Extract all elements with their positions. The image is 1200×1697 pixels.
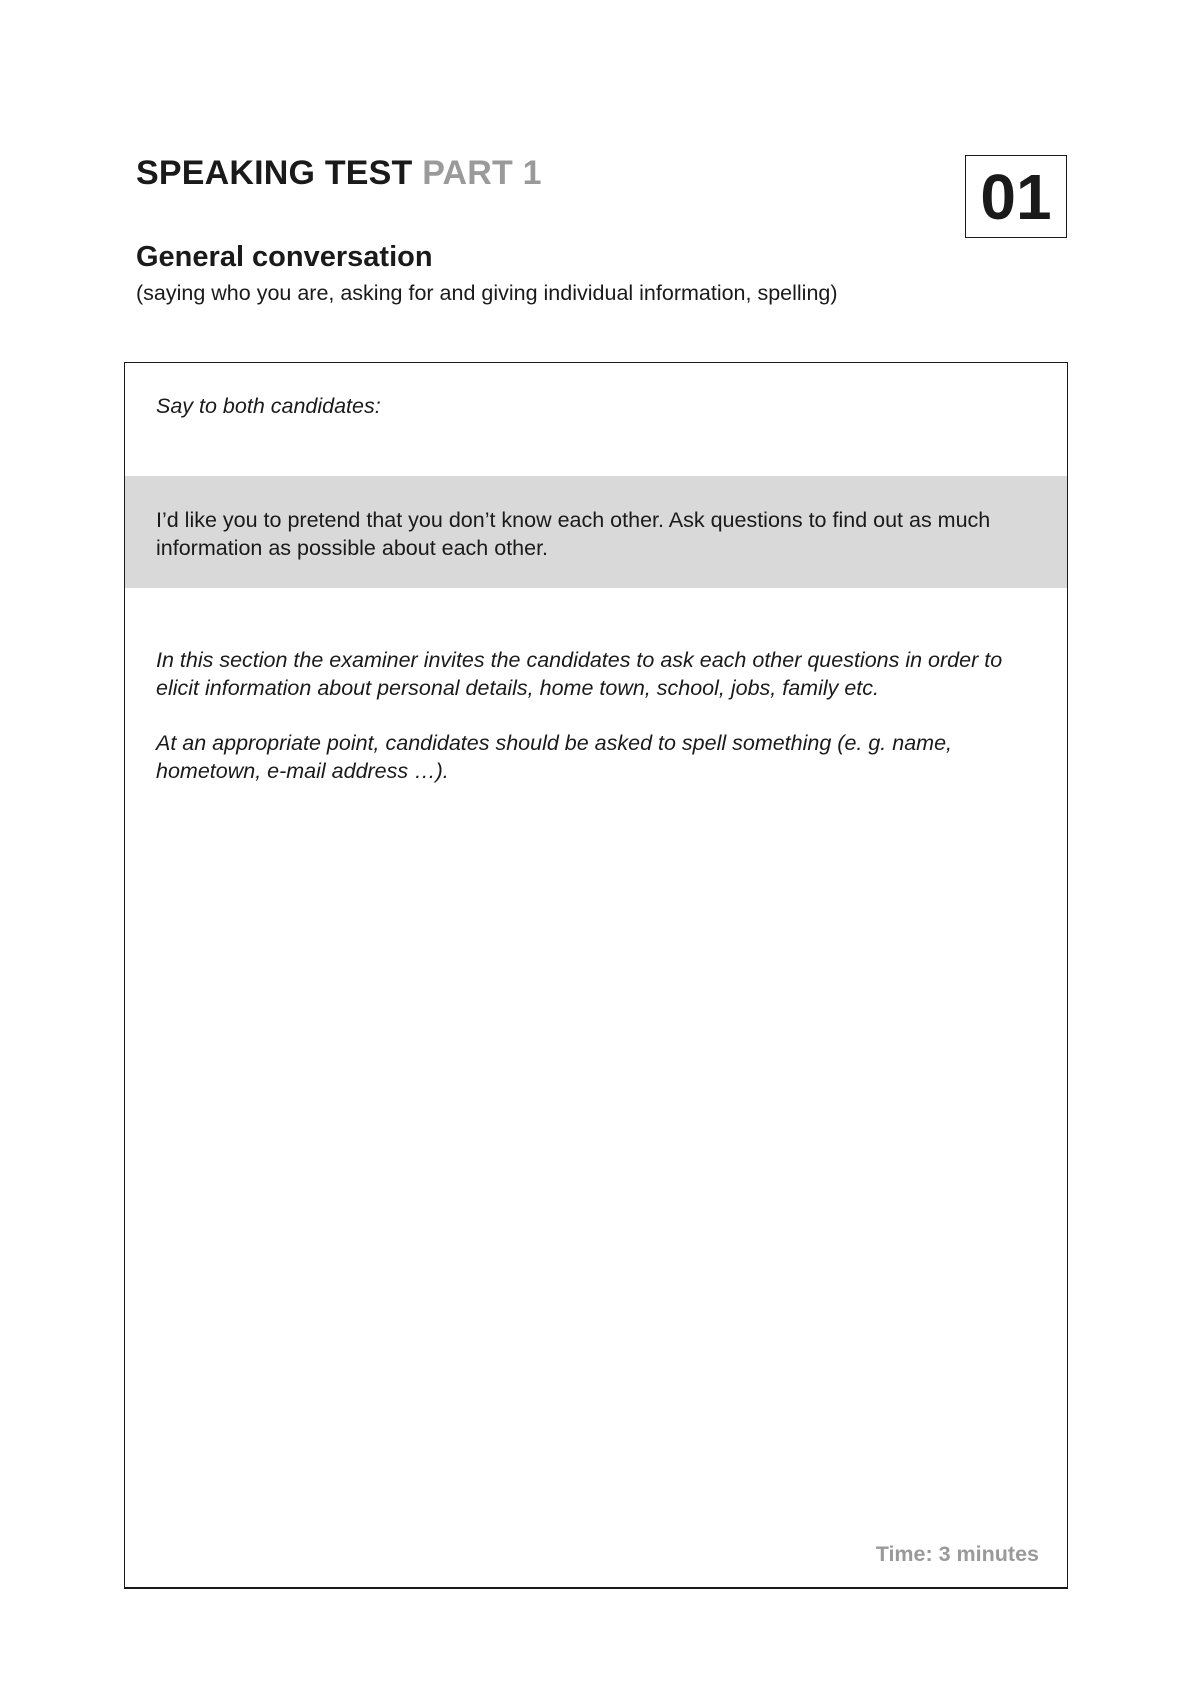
examiner-note: At an appropriate point, candidates should be asked to spell something (e. g. name, hometown, e-mail address …). (156, 731, 953, 783)
examiner-notes (156, 646, 1036, 812)
page-title (136, 154, 542, 193)
section-description: (saying who you are, asking for and giving individual information, spelling) (136, 281, 838, 305)
time-label: Time: 3 minutes (875, 1542, 1039, 1566)
examiner-card (124, 362, 1068, 1589)
examiner-script-band (125, 476, 1067, 588)
title-main: SPEAKING TEST (136, 154, 413, 192)
examiner-instruction: Say to both candidates: (156, 394, 381, 418)
examiner-script: I’d like you to pretend that you don’t know each other. Ask questions to find out as much information as possible about each other. (156, 508, 991, 560)
task-number-badge: 01 (965, 155, 1067, 238)
examiner-note: In this section the examiner invites the candidates to ask each other questions in order to elicit information about personal details, home town, school, jobs, family etc. (156, 648, 1003, 700)
section-title: General conversation (136, 241, 433, 273)
title-part: PART 1 (422, 154, 542, 192)
